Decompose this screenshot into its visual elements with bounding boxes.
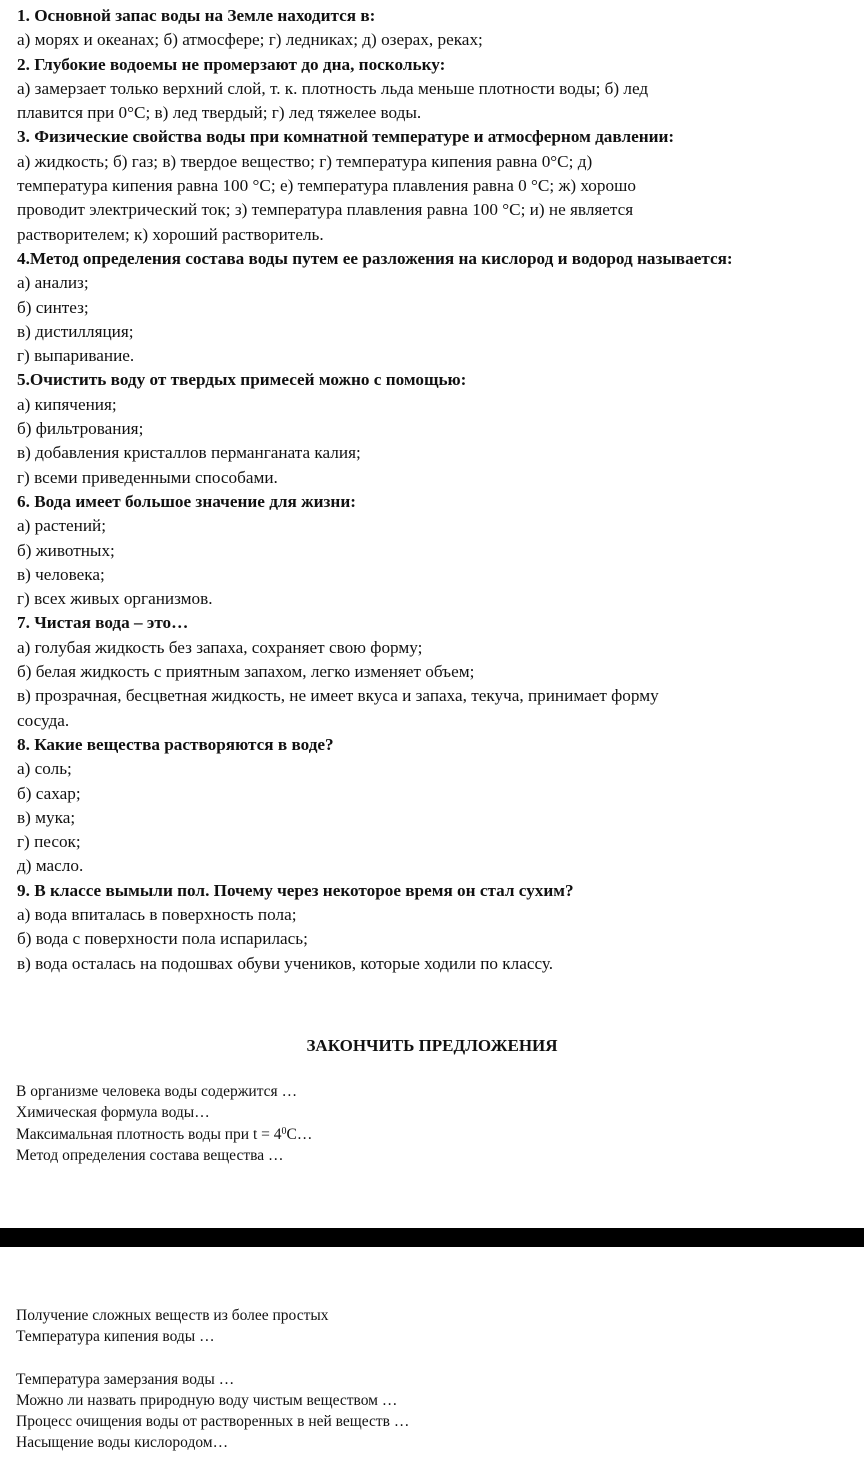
question-text: 3. Физические свойства воды при комнатной температуре и атмосферном давлении: <box>17 127 675 147</box>
complete-sentences-list-1 <box>0 1081 500 1166</box>
question-text: 9. В классе вымыли пол. Почему через некоторое время он стал сухим? <box>17 880 574 900</box>
answer-line: а) жидкость; б) газ; в) твердое вещество; г) температура кипения равна 0°С; д) <box>17 151 593 171</box>
sentence-item <box>0 1411 560 1432</box>
sentence-item <box>0 1432 560 1453</box>
answer-line: температура кипения равна 100 °С; е) температура плавления равна 0 °С; ж) хорошо <box>17 176 636 196</box>
quiz-questions <box>17 4 859 976</box>
answer-line: а) кипячения; <box>17 394 117 414</box>
sentence-item <box>0 1145 500 1166</box>
degree-superscript: 0 <box>281 1125 287 1137</box>
answer-line: проводит электрический ток; з) температура плавления равна 100 °С; и) не является <box>17 200 634 220</box>
complete-sentences-list-2 <box>0 1305 560 1454</box>
item-text: Насыщение воды кислородом… <box>16 1434 229 1452</box>
answer-line: г) песок; <box>17 832 81 852</box>
sentence-item <box>0 1390 560 1411</box>
answer-line: г) выпаривание. <box>17 346 135 366</box>
answer-line: плавится при 0°С; в) лед твердый; г) лед тяжелее воды. <box>17 103 422 123</box>
answer-line: б) фильтрования; <box>17 419 144 439</box>
question-block <box>17 247 859 368</box>
item-text: Можно ли назвать природную воду чистым веществом … <box>16 1391 398 1409</box>
answer-line: д) масло. <box>17 856 84 876</box>
answer-line: б) сахар; <box>17 783 81 803</box>
sentence-item <box>0 1369 560 1390</box>
item-text: Метод определения состава вещества … <box>16 1146 284 1164</box>
question-text: 1. Основной запас воды на Земле находится в: <box>17 6 376 25</box>
item-text-pre: Максимальная плотность воды при t = 4 <box>16 1125 282 1143</box>
item-text: Процесс очищения воды от растворенных в ней веществ … <box>16 1413 410 1431</box>
question-text: 2. Глубокие водоемы не промерзают до дна, поскольку: <box>17 54 446 74</box>
sentence-item <box>0 1081 500 1102</box>
answer-line: г) всех живых организмов. <box>17 589 213 609</box>
answer-line: б) синтез; <box>17 297 89 317</box>
answer-line: а) соль; <box>17 759 72 779</box>
answer-line: в) добавления кристаллов перманганата калия; <box>17 443 361 463</box>
question-block <box>17 4 859 53</box>
answer-line: в) дистилляция; <box>17 321 134 341</box>
answer-line: а) замерзает только верхний слой, т. к. плотность льда меньше плотности воды; б) лед <box>17 78 649 98</box>
answer-line: а) анализ; <box>17 273 89 293</box>
question-text: 4.Метод определения состава воды путем ее разложения на кислород и водород называется: <box>17 248 733 268</box>
answer-line: в) человека; <box>17 564 105 584</box>
item-text: Химическая формула воды… <box>16 1104 210 1122</box>
item-text: Получение сложных веществ из более простых <box>16 1307 329 1324</box>
question-block <box>17 53 859 126</box>
sentence-item <box>0 1305 560 1326</box>
answer-line: в) вода осталась на подошвах обуви учеников, которые ходили по классу. <box>17 953 554 973</box>
question-block <box>17 368 859 489</box>
answer-line: в) прозрачная, бесцветная жидкость, не имеет вкуса и запаха, текуча, принимает форму <box>17 686 659 706</box>
question-text: 7. Чистая вода – это… <box>17 613 189 633</box>
answer-line: в) мука; <box>17 807 76 827</box>
question-block <box>17 611 859 732</box>
item-text: Температура замерзания воды … <box>16 1370 235 1388</box>
question-block <box>17 879 859 976</box>
answer-line: б) животных; <box>17 540 115 560</box>
item-text: В организме человека воды содержится … <box>16 1083 298 1100</box>
answer-line: г) всеми приведенными способами. <box>17 467 278 487</box>
question-block <box>17 125 859 246</box>
answer-line: б) вода с поверхности пола испарилась; <box>17 929 308 949</box>
list-gap <box>0 1348 560 1369</box>
question-block <box>17 733 859 879</box>
answer-line: а) растений; <box>17 516 107 536</box>
sentence-item <box>0 1326 560 1347</box>
item-text <box>16 1124 312 1145</box>
item-text-post: С… <box>286 1125 313 1143</box>
question-block <box>17 490 859 611</box>
answer-line: сосуда. <box>17 710 70 730</box>
black-separator-band <box>0 1228 864 1247</box>
answer-line: а) вода впиталась в поверхность пола; <box>17 904 297 924</box>
section-title: ЗАКОНЧИТЬ ПРЕДЛОЖЕНИЯ <box>306 1036 558 1055</box>
answer-line: а) голубая жидкость без запаха, сохраняет свою форму; <box>17 637 423 657</box>
question-text: 5.Очистить воду от твердых примесей можно с помощью: <box>17 370 467 390</box>
answer-line: б) белая жидкость с приятным запахом, легко изменяет объем; <box>17 662 475 682</box>
question-text: 6. Вода имеет большое значение для жизни: <box>17 491 356 511</box>
question-text: 8. Какие вещества растворяются в воде? <box>17 734 334 754</box>
sentence-item <box>0 1102 500 1123</box>
answer-line: а) морях и океанах; б) атмосфере; г) ледниках; д) озерах, реках; <box>17 30 483 50</box>
sentence-item <box>0 1124 500 1145</box>
answer-line: растворителем; к) хороший растворитель. <box>17 224 324 244</box>
item-text: Температура кипения воды … <box>16 1328 215 1346</box>
